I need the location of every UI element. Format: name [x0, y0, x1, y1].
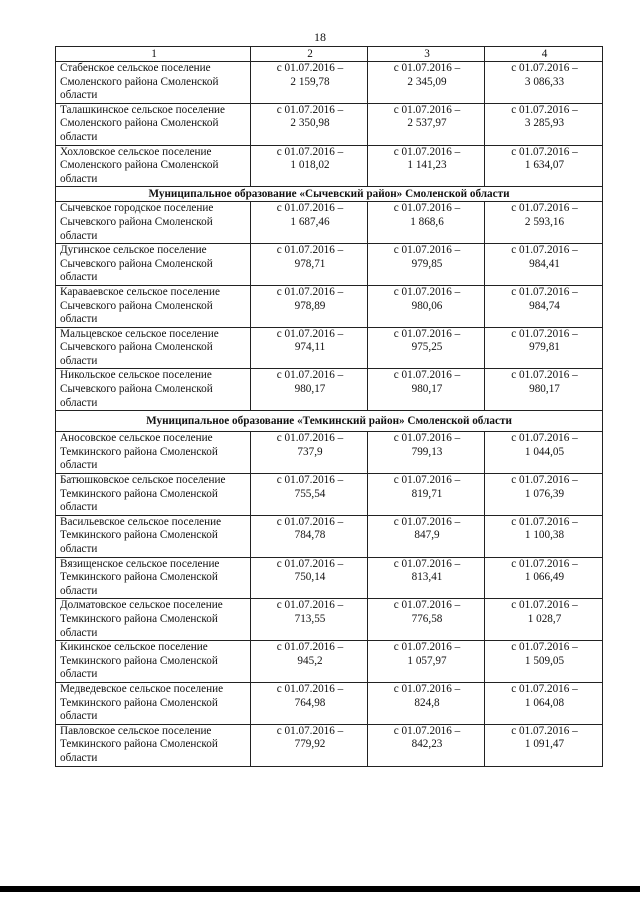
tariff-cell-c3	[368, 244, 485, 286]
tariff-cell-c3	[368, 515, 485, 557]
tariff-cell-c4	[485, 515, 603, 557]
settlement-name: Вязищенское сельское поселение Темкинского района Смоленской области	[56, 557, 251, 599]
tariff-value: 978,71	[294, 257, 326, 270]
tariff-value: 2 537,97	[407, 117, 447, 130]
tariff-cell-c2	[251, 599, 368, 641]
tariff-date: с 01.07.2016 –	[393, 369, 461, 382]
footer-rule	[0, 886, 640, 892]
tariff-date: с 01.07.2016 –	[393, 62, 461, 74]
table-row	[56, 285, 603, 327]
tariff-cell-c3	[368, 285, 485, 327]
tariff-cell-c2	[251, 285, 368, 327]
tariff-value: 1 687,46	[290, 215, 330, 228]
tariff-value: 979,81	[529, 341, 560, 354]
section-title: Муниципальное образование «Темкинский район» Смоленской области	[56, 411, 603, 432]
tariff-value: 824,8	[414, 696, 440, 709]
tariff-date: с 01.07.2016 –	[511, 327, 578, 340]
table-row	[56, 682, 603, 724]
tariff-cell-c3	[368, 599, 485, 641]
tariff-cell-c4	[485, 682, 603, 724]
tariff-cell-c4	[485, 432, 603, 474]
tariff-value: 1 076,39	[524, 487, 565, 500]
section-title: Муниципальное образование «Сычевский район» Смоленской области	[56, 187, 603, 202]
tariff-date: с 01.07.2016 –	[276, 244, 344, 257]
table-row	[56, 145, 603, 187]
settlement-name: Караваевское сельское поселение Сычевского района Смоленской области	[56, 285, 251, 327]
tariff-date: с 01.07.2016 –	[511, 557, 578, 570]
settlement-name: Павловское сельское поселение Темкинского района Смоленской области	[56, 724, 251, 766]
table-row	[56, 327, 603, 369]
tariff-date: с 01.07.2016 –	[276, 432, 344, 445]
tariff-value: 3 086,33	[524, 75, 565, 88]
tariff-cell-c4	[485, 599, 603, 641]
tariff-date: с 01.07.2016 –	[276, 103, 344, 116]
tariff-cell-c2	[251, 369, 368, 411]
tariff-cell-c3	[368, 474, 485, 516]
table-row	[56, 103, 603, 145]
table-row	[56, 62, 603, 104]
tariff-value: 842,23	[411, 738, 443, 751]
tariff-date: с 01.07.2016 –	[393, 682, 461, 695]
settlement-name: Мальцевское сельское поселение Сычевского района Смоленской области	[56, 327, 251, 369]
tariff-value: 750,14	[294, 571, 326, 584]
tariff-date: с 01.07.2016 –	[511, 244, 578, 257]
tariff-value: 819,71	[411, 487, 443, 500]
settlement-name: Аносовское сельское поселение Темкинского района Смоленской области	[56, 432, 251, 474]
tariff-date: с 01.07.2016 –	[276, 682, 344, 695]
tariff-date: с 01.07.2016 –	[393, 103, 461, 116]
tariff-cell-c2	[251, 557, 368, 599]
settlement-name: Кикинское сельское поселение Темкинского района Смоленской области	[56, 641, 251, 683]
tariff-value: 1 064,08	[524, 696, 565, 709]
tariff-value: 979,85	[411, 257, 443, 270]
tariff-date: с 01.07.2016 –	[511, 515, 578, 528]
tariff-cell-c4	[485, 145, 603, 187]
tariff-cell-c4	[485, 641, 603, 683]
tariff-cell-c3	[368, 327, 485, 369]
settlement-name: Дугинское сельское поселение Сычевского района Смоленской области	[56, 244, 251, 286]
tariff-date: с 01.07.2016 –	[393, 599, 461, 612]
tariff-cell-c2	[251, 474, 368, 516]
tariff-cell-c2	[251, 432, 368, 474]
tariff-value: 784,78	[294, 529, 326, 542]
tariff-cell-c3	[368, 641, 485, 683]
tariff-value: 984,74	[529, 299, 560, 312]
tariff-value: 978,89	[294, 299, 326, 312]
tariff-date: с 01.07.2016 –	[511, 599, 578, 612]
tariff-cell-c4	[485, 244, 603, 286]
tariff-cell-c2	[251, 515, 368, 557]
table-row	[56, 599, 603, 641]
tariff-date: с 01.07.2016 –	[511, 369, 578, 382]
tariff-value: 847,9	[414, 529, 440, 542]
tariff-cell-c2	[251, 641, 368, 683]
tariff-value: 713,55	[294, 612, 326, 625]
table-row	[56, 432, 603, 474]
tariff-date: с 01.07.2016 –	[276, 724, 344, 737]
tariff-date: с 01.07.2016 –	[393, 724, 461, 737]
tariff-cell-c3	[368, 557, 485, 599]
tariff-cell-c2	[251, 724, 368, 766]
tariff-value: 1 091,47	[524, 738, 565, 751]
tariff-value: 1 057,97	[407, 654, 447, 667]
tariff-date: с 01.07.2016 –	[511, 641, 578, 654]
table-header-row	[56, 47, 603, 62]
tariff-cell-c2	[251, 202, 368, 244]
tariff-date: с 01.07.2016 –	[393, 432, 461, 445]
section-header-row	[56, 411, 603, 432]
tariff-date: с 01.07.2016 –	[393, 327, 461, 340]
table-row	[56, 474, 603, 516]
tariff-cell-c4	[485, 62, 603, 104]
tariff-date: с 01.07.2016 –	[276, 599, 344, 612]
tariff-value: 1 868,6	[410, 215, 444, 228]
tariff-value: 755,54	[294, 487, 326, 500]
tariff-date: с 01.07.2016 –	[511, 474, 578, 487]
tariff-value: 974,11	[294, 341, 326, 354]
tariff-cell-c3	[368, 432, 485, 474]
tariff-cell-c3	[368, 202, 485, 244]
page-number: 18	[314, 30, 326, 44]
tariff-value: 975,25	[411, 341, 443, 354]
tariff-value: 1 509,05	[524, 654, 565, 667]
tariff-value: 2 159,78	[290, 75, 330, 88]
tariff-cell-c3	[368, 724, 485, 766]
tariff-value: 1 018,02	[290, 159, 330, 172]
tariff-value: 980,17	[411, 383, 443, 396]
tariff-date: с 01.07.2016 –	[276, 62, 344, 74]
tariff-date: с 01.07.2016 –	[393, 285, 461, 298]
tariff-value: 980,17	[529, 383, 560, 396]
tariff-cell-c3	[368, 682, 485, 724]
tariff-date: с 01.07.2016 –	[393, 474, 461, 487]
tariff-value: 945,2	[297, 654, 323, 667]
tariff-cell-c2	[251, 682, 368, 724]
tariff-date: с 01.07.2016 –	[276, 369, 344, 382]
settlement-name: Васильевское сельское поселение Темкинского района Смоленской области	[56, 515, 251, 557]
tariff-cell-c4	[485, 724, 603, 766]
tariff-value: 1 044,05	[524, 445, 565, 458]
tariff-date: с 01.07.2016 –	[511, 682, 578, 695]
tariff-cell-c2	[251, 244, 368, 286]
tariff-cell-c4	[485, 474, 603, 516]
settlement-name: Стабенское сельское поселение Смоленского района Смоленской области	[56, 62, 251, 104]
table-row	[56, 641, 603, 683]
tariff-cell-c4	[485, 103, 603, 145]
table-row	[56, 369, 603, 411]
tariff-value: 779,92	[294, 738, 326, 751]
tariff-date: с 01.07.2016 –	[393, 202, 461, 215]
tariff-date: с 01.07.2016 –	[511, 432, 578, 445]
tariff-value: 980,17	[294, 383, 326, 396]
settlement-name: Талашкинское сельское поселение Смоленского района Смоленской области	[56, 103, 251, 145]
tariff-value: 764,98	[294, 696, 326, 709]
tariff-date: с 01.07.2016 –	[393, 641, 461, 654]
tariff-date: с 01.07.2016 –	[511, 145, 578, 158]
tariff-date: с 01.07.2016 –	[276, 641, 344, 654]
tariff-value: 1 100,38	[524, 529, 565, 542]
settlement-name: Никольское сельское поселение Сычевского района Смоленской области	[56, 369, 251, 411]
tariff-cell-c3	[368, 103, 485, 145]
tariff-date: с 01.07.2016 –	[276, 557, 344, 570]
settlement-name: Батюшковское сельское поселение Темкинского района Смоленской области	[56, 474, 251, 516]
settlement-name: Долматовское сельское поселение Темкинского района Смоленской области	[56, 599, 251, 641]
tariff-cell-c4	[485, 557, 603, 599]
tariff-cell-c4	[485, 327, 603, 369]
table-row	[56, 202, 603, 244]
tariff-date: с 01.07.2016 –	[511, 103, 578, 116]
table-row	[56, 724, 603, 766]
settlement-name: Медведевское сельское поселение Темкинского района Смоленской области	[56, 682, 251, 724]
tariff-value: 737,9	[297, 445, 323, 458]
tariff-date: с 01.07.2016 –	[511, 62, 578, 74]
tariff-cell-c4	[485, 369, 603, 411]
tariff-date: с 01.07.2016 –	[511, 724, 578, 737]
tariff-cell-c3	[368, 62, 485, 104]
tariff-value: 2 345,09	[407, 75, 447, 88]
tariff-date: с 01.07.2016 –	[393, 515, 461, 528]
tariff-date: с 01.07.2016 –	[393, 244, 461, 257]
settlement-name: Сычевское городское поселение Сычевского района Смоленской области	[56, 202, 251, 244]
tariff-value: 1 028,7	[527, 612, 562, 625]
table-row	[56, 557, 603, 599]
tariff-cell-c2	[251, 103, 368, 145]
tariff-value: 984,41	[529, 257, 560, 270]
tariff-cell-c2	[251, 62, 368, 104]
tariff-cell-c3	[368, 145, 485, 187]
tariff-date: с 01.07.2016 –	[276, 327, 344, 340]
tariff-cell-c4	[485, 285, 603, 327]
tariff-value: 1 141,23	[407, 159, 447, 172]
tariff-date: с 01.07.2016 –	[276, 474, 344, 487]
column-header-4: 4	[485, 47, 603, 62]
tariff-value: 813,41	[411, 571, 443, 584]
tariff-date: с 01.07.2016 –	[276, 202, 344, 215]
column-header-3: 3	[368, 47, 485, 62]
tariff-value: 3 285,93	[524, 117, 565, 130]
settlement-name: Хохловское сельское поселение Смоленского района Смоленской области	[56, 145, 251, 187]
tariff-value: 2 350,98	[290, 117, 330, 130]
tariff-table	[55, 46, 603, 767]
column-header-2: 2	[251, 47, 368, 62]
tariff-date: с 01.07.2016 –	[276, 285, 344, 298]
tariff-cell-c2	[251, 327, 368, 369]
tariff-value: 776,58	[411, 612, 443, 625]
tariff-date: с 01.07.2016 –	[511, 202, 578, 215]
table-row	[56, 515, 603, 557]
tariff-date: с 01.07.2016 –	[276, 515, 344, 528]
tariff-cell-c4	[485, 202, 603, 244]
tariff-value: 799,13	[411, 445, 443, 458]
tariff-date: с 01.07.2016 –	[393, 145, 461, 158]
tariff-value: 1 066,49	[524, 571, 565, 584]
tariff-value: 1 634,07	[524, 159, 565, 172]
table-row	[56, 244, 603, 286]
tariff-date: с 01.07.2016 –	[393, 557, 461, 570]
tariff-cell-c2	[251, 145, 368, 187]
column-header-1: 1	[56, 47, 251, 62]
tariff-cell-c3	[368, 369, 485, 411]
tariff-value: 2 593,16	[524, 215, 565, 228]
tariff-date: с 01.07.2016 –	[276, 145, 344, 158]
tariff-value: 980,06	[411, 299, 443, 312]
section-header-row	[56, 187, 603, 202]
tariff-date: с 01.07.2016 –	[511, 285, 578, 298]
